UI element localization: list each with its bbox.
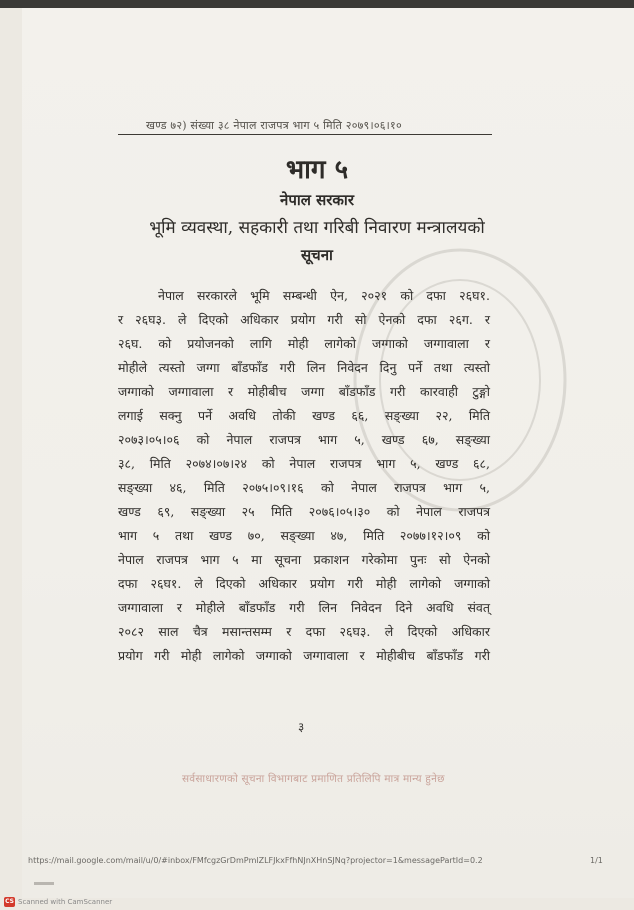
body-line: भाग ५ तथा खण्ड ७०, सङ्ख्या ४७, मिति २०७७।१२।०९ को — [118, 528, 490, 543]
part-title: भाग ५ — [285, 155, 349, 185]
body-line: जग्गाको जग्गावाला र मोहीबीच जग्गा बाँडफाँड गरी कारवाही टुङ्गो — [118, 384, 490, 399]
body-line: २०८२ साल चैत्र मसान्तसम्म र दफा २६घ३. ले दिएको अधिकार — [118, 624, 490, 639]
camscanner-label: Scanned with CamScanner — [18, 898, 113, 906]
body-line: २०७३।०५।०६ को नेपाल राजपत्र भाग ५, खण्ड ६७, सङ्ख्या — [118, 432, 490, 447]
body-line: जग्गावाला र मोहीले बाँडफाँड गरी लिन निवेदन दिने अवधि संवत् — [118, 600, 490, 615]
page-number: ३ — [298, 720, 305, 734]
body-line: २६घ. को प्रयोजनको लागि मोही लागेको जग्गाको जग्गावाला र — [118, 336, 490, 351]
body-line: प्रयोग गरी मोही लागेको जग्गाको जग्गावाला र मोहीबीच बाँडफाँड गरी — [118, 648, 490, 663]
scan-mark — [34, 882, 54, 885]
body-line: खण्ड ६९, सङ्ख्या २५ मिति २०७६।०५।३० को नेपाल राजपत्र — [118, 504, 490, 519]
body-line: दफा २६घ१. ले दिएको अधिकार प्रयोग गरी मोही लागेको जग्गाको — [118, 576, 490, 591]
camscanner-logo-icon: CS — [5, 898, 14, 905]
body-line: र २६घ३. ले दिएको अधिकार प्रयोग गरी सो ऐनको दफा २६ग. र — [118, 312, 490, 327]
certification-note: सर्वसाधारणको सूचना विभागबाट प्रमाणित प्रतिलिपि मात्र मान्य हुनेछ — [182, 773, 445, 785]
body-line: नेपाल राजपत्र भाग ५ मा सूचना प्रकाशन गरेकोमा पुनः सो ऐनको — [118, 552, 490, 567]
header-rule — [118, 134, 492, 135]
government-title: नेपाल सरकार — [280, 191, 354, 209]
browser-print-url: https://mail.google.com/mail/u/0/#inbox/FMfcgzGrDmPmlZLFJkxFfhNJnXHnSJNq?projector=1&messagePartId=0.2 — [28, 856, 483, 865]
body-line: ३८, मिति २०७४।०७।२४ को नेपाल राजपत्र भाग ५, खण्ड ६८, — [118, 456, 490, 471]
body-line: मोहीले त्यस्तो जग्गा बाँडफाँड गरी लिन निवेदन दिनु पर्ने तथा त्यस्तो — [118, 360, 490, 375]
body-line: सङ्ख्या ४६, मिति २०७५।०९।१६ को नेपाल राजपत्र भाग ५, — [118, 480, 490, 495]
print-page-count: 1/1 — [590, 856, 603, 865]
notice-title: सूचना — [301, 246, 333, 264]
ministry-title: भूमि व्यवस्था, सहकारी तथा गरिबी निवारण मन्त्रालयको — [149, 218, 485, 238]
scan-top-edge — [0, 0, 634, 8]
body-line: लगाई सक्नु पर्ने अवधि तोकी खण्ड ६६, सङ्ख्या २२, मिति — [118, 408, 490, 423]
body-line: नेपाल सरकारले भूमि सम्बन्धी ऐन, २०२१ को दफा २६घ१. — [158, 288, 490, 303]
gazette-header: खण्ड ७२) संख्या ३८ नेपाल राजपत्र भाग ५ मिति २०७९।०६।१० — [146, 119, 402, 132]
